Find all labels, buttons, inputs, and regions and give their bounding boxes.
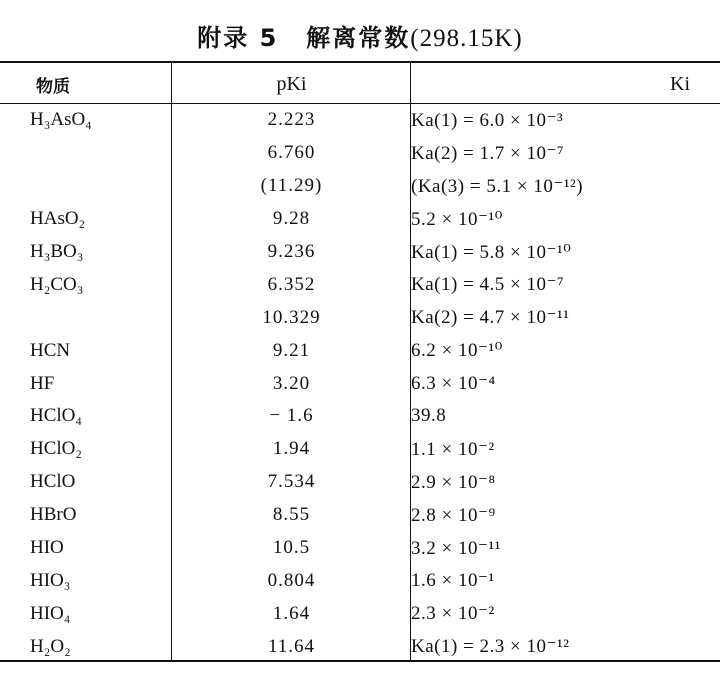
substance-cell <box>0 301 172 334</box>
pki-cell: 0.804 <box>267 569 316 591</box>
title-main: 解离常数 <box>306 24 411 52</box>
ki-cell: (Ka(3) = 5.1 × 10⁻¹²) <box>411 175 584 197</box>
appendix-number: 附录 5 <box>197 24 279 52</box>
ki-cell: 2.3 × 10⁻² <box>411 603 495 625</box>
ki-cell: Ka(2) = 1.7 × 10⁻⁷ <box>411 142 565 164</box>
table-row <box>0 532 720 565</box>
substance-cell: HIO <box>30 537 64 559</box>
pki-cell: 6.352 <box>267 273 316 295</box>
substance-cell: HClO <box>30 471 76 493</box>
ki-cell: 1.6 × 10⁻¹ <box>411 570 495 592</box>
pki-cell: 1.64 <box>272 602 311 624</box>
ki-cell: 2.9 × 10⁻⁸ <box>411 471 496 493</box>
substance-cell: H₂O₂ <box>30 635 71 657</box>
substance-cell: HAsO₂ <box>30 208 86 230</box>
table-row <box>0 170 720 203</box>
pki-cell: (11.29) <box>260 175 323 197</box>
pki-cell: 8.55 <box>272 504 311 526</box>
pki-cell: 1.94 <box>272 438 311 460</box>
ki-cell: Ka(1) = 6.0 × 10⁻³ <box>411 109 564 131</box>
header-pki: pKi <box>276 72 307 95</box>
pki-cell: 2.223 <box>267 109 316 131</box>
table-row <box>0 334 720 367</box>
substance-cell: HBrO <box>30 504 77 526</box>
table-row <box>0 597 720 630</box>
dissociation-constants-table <box>0 64 720 663</box>
pki-cell: 9.21 <box>272 339 311 361</box>
table-row <box>0 203 720 236</box>
pki-cell: 3.20 <box>272 372 311 394</box>
substance-cell: HCN <box>30 339 71 361</box>
pki-cell: 7.534 <box>267 471 316 493</box>
substance-cell: HIO₄ <box>30 602 71 624</box>
table-row <box>0 499 720 532</box>
ki-cell: Ka(2) = 4.7 × 10⁻¹¹ <box>411 307 570 329</box>
table-row <box>0 137 720 170</box>
ki-cell: 5.2 × 10⁻¹⁰ <box>411 208 503 230</box>
ki-cell: 6.3 × 10⁻⁴ <box>411 373 496 395</box>
table-header-row <box>0 64 720 104</box>
ki-cell: 39.8 <box>411 405 447 427</box>
title-condition: (298.15K) <box>410 25 523 52</box>
ki-cell: Ka(1) = 5.8 × 10⁻¹⁰ <box>411 241 572 263</box>
pki-cell: 10.329 <box>262 306 321 328</box>
substance-cell: H₃BO₃ <box>30 241 84 262</box>
page-title <box>0 18 720 53</box>
pki-cell: 9.236 <box>267 241 316 262</box>
table-row <box>0 236 720 269</box>
pki-cell: 9.28 <box>272 208 311 230</box>
table-row <box>0 433 720 466</box>
pki-cell: 6.760 <box>267 142 316 164</box>
table-row <box>0 301 720 334</box>
table-row <box>0 400 720 433</box>
ki-cell: Ka(1) = 4.5 × 10⁻⁷ <box>411 274 565 296</box>
substance-cell: HClO₂ <box>30 438 83 460</box>
table-row <box>0 104 720 137</box>
table-row <box>0 367 720 400</box>
substance-cell <box>0 170 172 203</box>
ki-cell: 3.2 × 10⁻¹¹ <box>411 537 501 559</box>
pki-cell: 10.5 <box>272 537 311 559</box>
ki-cell: 1.1 × 10⁻² <box>411 438 495 460</box>
substance-cell: HF <box>30 372 55 394</box>
table-row <box>0 466 720 499</box>
pki-cell: 11.64 <box>267 635 316 657</box>
table-row <box>0 268 720 301</box>
table-row <box>0 630 720 663</box>
header-ki: Ki <box>670 72 690 95</box>
substance-cell: H₃AsO₄ <box>30 109 92 131</box>
substance-cell <box>0 137 172 170</box>
header-substance: 物质 <box>36 76 70 97</box>
substance-cell: HIO₃ <box>30 569 71 591</box>
pki-cell: − 1.6 <box>269 405 314 427</box>
ki-cell: 6.2 × 10⁻¹⁰ <box>411 340 503 362</box>
ki-cell: 2.8 × 10⁻⁹ <box>411 504 496 526</box>
ki-cell: Ka(1) = 2.3 × 10⁻¹² <box>411 636 570 658</box>
top-rule <box>0 61 720 63</box>
substance-cell: H₂CO₃ <box>30 273 84 295</box>
substance-cell: HClO₄ <box>30 405 83 427</box>
table-row <box>0 564 720 597</box>
